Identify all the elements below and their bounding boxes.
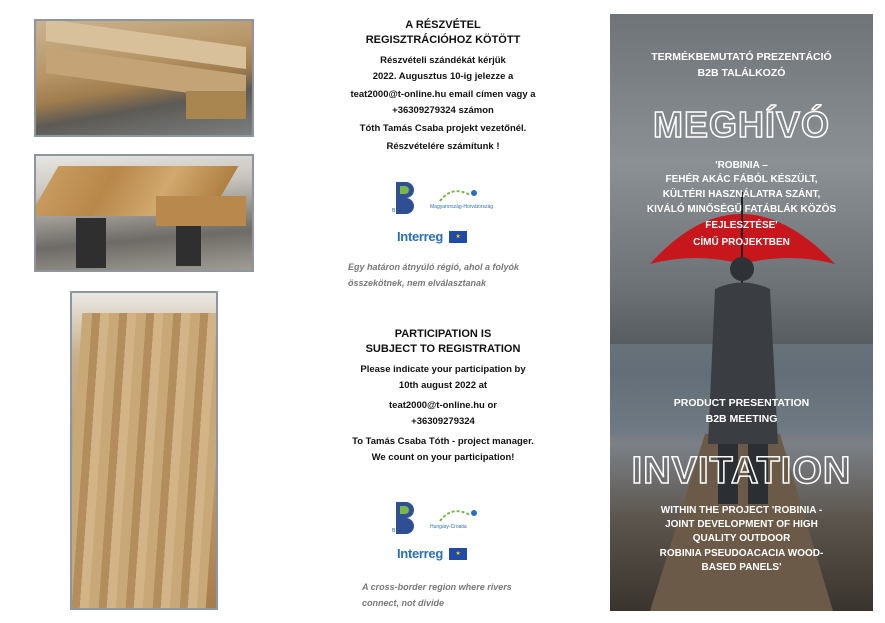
cover-project-line: KÜLTÉRI HASZNÁLATRA SZÁNT, xyxy=(662,189,821,200)
cover-en-line: ROBINIA PSEUDOACACIA WOOD- xyxy=(659,548,824,559)
blight-logo xyxy=(392,500,420,536)
hu-slogan-line1: Egy határon átnyúló régió, ahol a folyók xyxy=(348,262,520,272)
programme-label: Magyarország-Horvátország xyxy=(430,204,494,210)
en-text-line: Please indicate your participation by xyxy=(360,364,526,375)
hu-heading-line1: A RÉSZVÉTEL xyxy=(405,19,481,31)
hu-phone-line: +36309279324 számon xyxy=(392,105,494,116)
cover-title-en: INVITATION xyxy=(631,450,852,492)
en-registration-block xyxy=(330,327,556,465)
en-heading-line1: PARTICIPATION IS xyxy=(394,328,492,340)
cover-mid-line2: B2B MEETING xyxy=(705,413,778,425)
en-text-line: We count on your participation! xyxy=(371,452,515,463)
cover-en-line: QUALITY OUTDOOR xyxy=(692,533,791,544)
cover-top-line1: TERMÉKBEMUTATÓ PREZENTÁCIÓ xyxy=(651,51,832,63)
wood-panel-photo xyxy=(70,291,218,610)
programme-logo xyxy=(430,505,500,531)
cover-project-line: CÍMŰ PROJEKTBEN xyxy=(693,237,790,248)
blight-label: B light xyxy=(392,528,406,534)
wood-beams-photo xyxy=(34,19,254,137)
en-text-line: To Tamás Csaba Tóth - project manager. xyxy=(352,436,534,447)
eu-flag-icon: ★ xyxy=(449,548,467,560)
en-phone-line: +36309279324 xyxy=(411,416,475,427)
en-slogan-line1: A cross-border region where rivers xyxy=(362,582,512,592)
eu-flag-icon: ★ xyxy=(449,231,467,243)
programme-label: Hungary-Croatia xyxy=(430,524,467,530)
hu-heading-line2: REGISZTRÁCIÓHOZ KÖTÖTT xyxy=(365,34,521,46)
hu-registration-block xyxy=(330,18,556,154)
cover-mid-line1: PRODUCT PRESENTATION xyxy=(673,397,810,409)
hu-text-line: Részvételi szándékát kérjük xyxy=(380,55,506,66)
blight-logo xyxy=(392,180,420,216)
interreg-logo xyxy=(397,229,467,244)
cover-title-hu: MEGHÍVÓ xyxy=(652,104,830,145)
en-heading-line2: SUBJECT TO REGISTRATION xyxy=(365,343,521,355)
cover-panel xyxy=(610,14,873,611)
hu-slogan-line2: összekötnek, nem elválasztanak xyxy=(348,278,487,288)
partner-logos-bottom xyxy=(392,500,500,536)
hu-text-line: Tóth Tamás Csaba projekt vezetőnél. xyxy=(359,123,527,134)
hu-text-line: 2022. Augusztus 10-ig jelezze a xyxy=(372,71,514,82)
hu-email-line: teat2000@t-online.hu email címen vagy a xyxy=(350,89,536,100)
programme-logo xyxy=(430,185,500,211)
en-slogan xyxy=(362,580,562,610)
cover-en-line: BASED PANELS' xyxy=(701,562,782,573)
interreg-wordmark: Interreg xyxy=(397,546,444,561)
en-email-line: teat2000@t-online.hu or xyxy=(389,400,497,411)
cover-en-line: WITHIN THE PROJECT 'ROBINIA - xyxy=(660,505,823,516)
cover-top-line2: B2B TALÁLKOZÓ xyxy=(697,67,786,79)
hu-text-line: Részvételére számítunk ! xyxy=(386,141,500,152)
hu-slogan xyxy=(348,260,568,290)
partner-logos-top xyxy=(392,180,500,216)
cover-project-line: 'ROBINIA – xyxy=(715,160,768,171)
cover-en-line: JOINT DEVELOPMENT OF HIGH xyxy=(665,519,818,530)
en-slogan-line2: connect, not divide xyxy=(362,598,445,608)
cover-project-line: FEJLESZTÉSE' xyxy=(705,220,778,231)
interreg-wordmark: Interreg xyxy=(397,229,444,244)
en-text-line: 10th august 2022 at xyxy=(398,380,488,391)
blight-label: B light xyxy=(392,208,406,214)
interreg-logo xyxy=(397,546,467,561)
cover-project-line: KIVÁLÓ MINŐSÉGŰ FATÁBLÁK KÖZÖS xyxy=(646,204,837,215)
wooden-bench-photo xyxy=(34,154,254,272)
cover-project-line: FEHÉR AKÁC FÁBÓL KÉSZÜLT, xyxy=(665,174,818,185)
